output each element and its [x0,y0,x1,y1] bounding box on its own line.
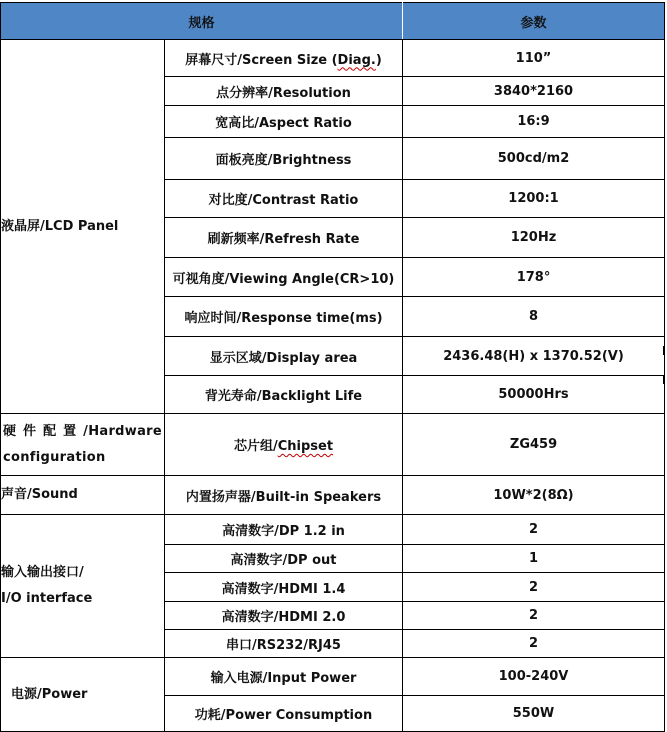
feature-chipset: 芯片组/Chipset [165,414,403,476]
feature-viewing-angle: 可视角度/Viewing Angle(CR>10) [165,258,403,297]
feature-dp-out: 高清数字/DP out [165,545,403,573]
table-row [1,414,665,476]
category-sound: 声音/Sound [1,476,165,515]
table-row [1,40,665,77]
table-row [1,658,665,696]
stray-border-mark [663,375,665,384]
category-io-interface: 输入输出接口/ I/O interface [1,515,165,658]
value-display-area: 2436.48(H) x 1370.52(V) [403,337,665,376]
feature-rs232-rj45: 串口/RS232/RJ45 [165,630,403,658]
category-hardware: 硬 件 配 置 /Hardware configuration [1,414,165,476]
header-spec: 规格 [1,3,403,40]
feature-built-in-speakers: 内置扬声器/Built-in Speakers [165,476,403,515]
value-power-consumption: 550W [403,696,665,732]
category-power: 电源/Power [1,658,165,732]
feature-dp-in: 高清数字/DP 1.2 in [165,515,403,545]
value-hdmi-1-4: 2 [403,573,665,602]
feature-input-power: 输入电源/Input Power [165,658,403,696]
value-rs232-rj45: 2 [403,630,665,658]
value-backlight-life: 50000Hrs [403,376,665,414]
feature-response-time: 响应时间/Response time(ms) [165,297,403,337]
feature-backlight-life: 背光寿命/Backlight Life [165,376,403,414]
feature-display-area: 显示区域/Display area [165,337,403,376]
spellcheck-underlined-text: Chipset [277,439,334,454]
value-built-in-speakers: 10W*2(8Ω) [403,476,665,515]
feature-aspect-ratio: 宽高比/Aspect Ratio [165,106,403,138]
value-viewing-angle: 178° [403,258,665,297]
feature-resolution: 点分辨率/Resolution [165,77,403,106]
value-aspect-ratio: 16:9 [403,106,665,138]
value-contrast-ratio: 1200:1 [403,180,665,218]
stray-border-mark [663,346,665,355]
value-screen-size: 110” [403,40,665,77]
value-input-power: 100-240V [403,658,665,696]
value-response-time: 8 [403,297,665,337]
feature-power-consumption: 功耗/Power Consumption [165,696,403,732]
feature-refresh-rate: 刷新频率/Refresh Rate [165,218,403,258]
feature-contrast-ratio: 对比度/Contrast Ratio [165,180,403,218]
spec-table [0,2,665,732]
feature-hdmi-1-4: 高清数字/HDMI 1.4 [165,573,403,602]
table-row [1,515,665,545]
value-resolution: 3840*2160 [403,77,665,106]
category-lcd-panel: 液晶屏/LCD Panel [1,40,165,414]
value-hdmi-2-0: 2 [403,602,665,630]
value-chipset: ZG459 [403,414,665,476]
feature-screen-size: 屏幕尺寸/Screen Size (Diag.) [165,40,403,77]
feature-hdmi-2-0: 高清数字/HDMI 2.0 [165,602,403,630]
table-row [1,476,665,515]
header-row [1,3,665,40]
spellcheck-underlined-text: Diag. [337,52,376,68]
header-params: 参数 [403,3,665,40]
value-brightness: 500cd/m2 [403,138,665,180]
value-dp-out: 1 [403,545,665,573]
feature-brightness: 面板亮度/Brightness [165,138,403,180]
value-dp-in: 2 [403,515,665,545]
value-refresh-rate: 120Hz [403,218,665,258]
